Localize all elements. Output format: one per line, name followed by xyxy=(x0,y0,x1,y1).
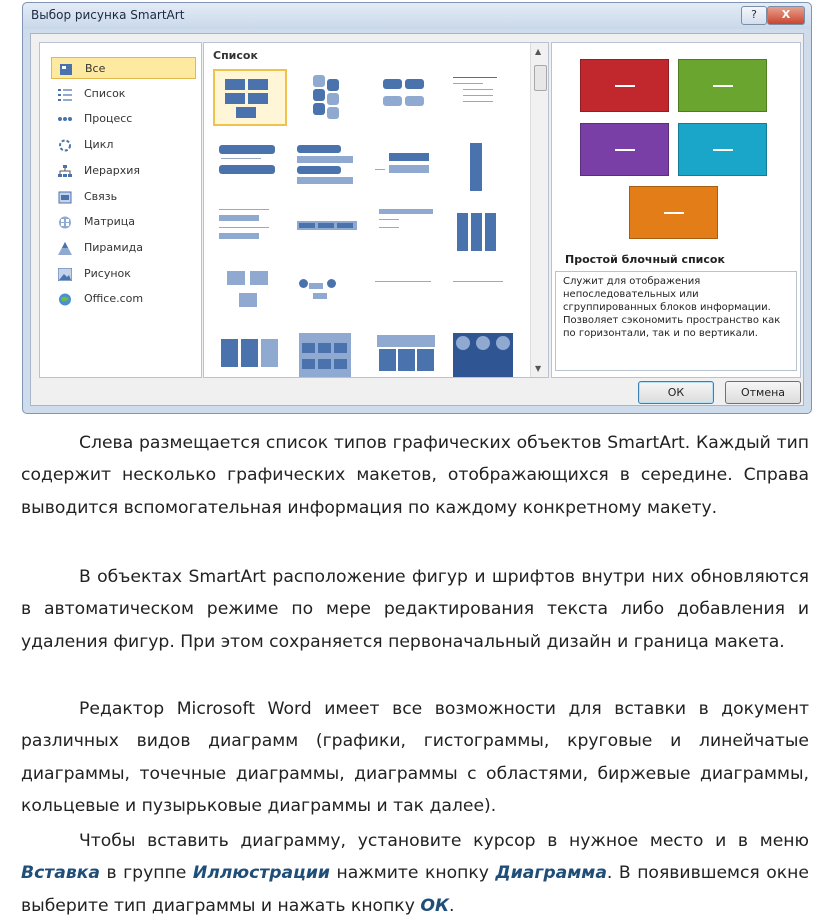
layout-circle-blocks[interactable] xyxy=(447,329,521,378)
ok-button[interactable]: ОК xyxy=(638,381,714,404)
category-label: Пирамида xyxy=(84,240,143,254)
matrix-icon xyxy=(58,215,72,228)
category-label: Цикл xyxy=(84,138,114,152)
keyword-insert: Вставка xyxy=(21,863,100,884)
cycle-icon xyxy=(58,138,72,151)
category-label: Рисунок xyxy=(84,266,131,280)
category-item-matrix[interactable] xyxy=(51,211,196,233)
pyramid-icon xyxy=(58,241,72,254)
layout-basic-block-list[interactable] xyxy=(213,69,287,126)
category-item-all[interactable] xyxy=(51,57,196,79)
paragraph-4-text: нажмите кнопку xyxy=(329,863,496,884)
scroll-thumb[interactable] xyxy=(534,65,547,91)
help-button[interactable]: ? xyxy=(741,6,767,25)
preview-block-cyan xyxy=(678,123,767,176)
category-label: Связь xyxy=(84,189,118,203)
preview-block-orange xyxy=(629,186,718,239)
dialog-titlebar[interactable] xyxy=(23,3,811,29)
preview-description: Служит для отображения непоследовательных или сгруппированных блоков информации. Позволяет сэкономить пространство как по горизонтали, так и по вертикали. xyxy=(555,271,797,371)
gallery-heading: Список xyxy=(213,49,258,62)
category-item-pyramid[interactable] xyxy=(51,237,196,259)
layout-grid-blocks[interactable] xyxy=(291,329,365,378)
layout-vertical-box-list[interactable] xyxy=(291,139,365,196)
preview-block-purple xyxy=(580,123,669,176)
layout-picture-list[interactable] xyxy=(213,265,287,322)
category-item-list[interactable] xyxy=(51,83,196,105)
layout-hexagon-list[interactable] xyxy=(291,69,365,126)
paragraph-4-text: . В появившемся окне выберите тип диаграммы и нажать кнопку xyxy=(21,863,809,916)
layout-gallery xyxy=(203,42,549,378)
layout-horizontal-bullet-list[interactable] xyxy=(369,139,443,196)
preview-block-green xyxy=(678,59,767,112)
layout-stepped-blocks[interactable] xyxy=(369,329,443,378)
hierarchy-icon xyxy=(58,164,72,177)
paragraph-2: В объектах SmartArt расположение фигур и шрифтов внутри них обновляются в автоматическом режиме по мере редактирования текста либо добавления и удаления фигур. При этом сохраняется первоначальный дизайн и граница макета. xyxy=(21,567,809,652)
category-list xyxy=(39,42,202,378)
paragraph-4-text: . xyxy=(449,895,455,916)
category-item-cycle[interactable] xyxy=(51,134,196,156)
layout-vertical-blocks[interactable] xyxy=(447,203,521,260)
category-label: Office.com xyxy=(84,292,144,306)
paragraph-4 xyxy=(21,825,809,922)
keyword-chart: Диаграмма xyxy=(495,863,607,884)
layout-dot-line-list[interactable] xyxy=(369,265,443,322)
process-icon xyxy=(58,112,72,125)
picture-icon xyxy=(58,267,72,280)
layout-segmented-list[interactable] xyxy=(369,203,443,260)
paragraph-3: Редактор Microsoft Word имеет все возможности для вставки в документ различных видов диаграмм (графики, гистограммы, круговые и линейчатые диаграммы, точечные диаграммы, диаграммы с областями, биржевые диаграммы, кольцевые и пузырьковые диаграммы и так далее). xyxy=(21,699,809,816)
layout-table-list[interactable] xyxy=(291,203,365,260)
category-label: Все xyxy=(85,62,106,75)
list-icon xyxy=(58,87,72,100)
paragraph-4-text: Чтобы вставить диаграмму, установите курсор в нужное место и в меню xyxy=(79,831,809,851)
layout-trapezoid-list[interactable] xyxy=(213,203,287,260)
scroll-up-icon[interactable]: ▲ xyxy=(535,47,542,56)
category-label: Матрица xyxy=(84,215,135,229)
category-label: Процесс xyxy=(84,112,133,126)
cancel-button[interactable]: Отмена xyxy=(725,381,801,404)
paragraph-4-text: в группе xyxy=(100,863,193,884)
category-item-hierarchy[interactable] xyxy=(51,160,196,182)
category-item-office-com[interactable] xyxy=(51,288,196,310)
dialog-title: Выбор рисунка SmartArt xyxy=(31,8,185,22)
layout-stacked-list[interactable] xyxy=(369,69,443,126)
preview-block-red xyxy=(580,59,669,112)
dialog-body xyxy=(30,33,804,406)
category-label: Список xyxy=(84,86,126,100)
category-label: Иерархия xyxy=(84,163,140,177)
category-item-picture[interactable] xyxy=(51,263,196,285)
smartart-dialog xyxy=(22,2,812,414)
category-item-relationship[interactable] xyxy=(51,186,196,208)
all-icon xyxy=(59,62,73,75)
preview-pane xyxy=(551,42,801,378)
close-button[interactable]: X xyxy=(767,6,805,25)
relationship-icon xyxy=(58,190,72,203)
layout-lined-list[interactable] xyxy=(447,69,521,126)
preview-title: Простой блочный список xyxy=(565,253,725,266)
keyword-illustrations: Иллюстрации xyxy=(192,863,330,884)
layout-tab-list[interactable] xyxy=(447,139,521,196)
layout-block-row[interactable] xyxy=(213,329,287,378)
paragraph-1: Слева размещается список типов графических объектов SmartArt. Каждый тип содержит несколько графических макетов, отображающихся в середине. Справа выводится вспомогательная информация по каждому конкретному макету. xyxy=(21,433,809,518)
office-com-icon xyxy=(58,292,72,305)
layout-dot-arrow-list[interactable] xyxy=(447,265,521,322)
layout-circle-list[interactable] xyxy=(291,265,365,322)
category-item-process[interactable] xyxy=(51,108,196,130)
keyword-ok: ОК xyxy=(420,895,449,916)
gallery-scrollbar[interactable] xyxy=(530,43,548,377)
scroll-down-icon[interactable]: ▼ xyxy=(535,364,542,373)
layout-vertical-bullet-list[interactable] xyxy=(213,139,287,196)
